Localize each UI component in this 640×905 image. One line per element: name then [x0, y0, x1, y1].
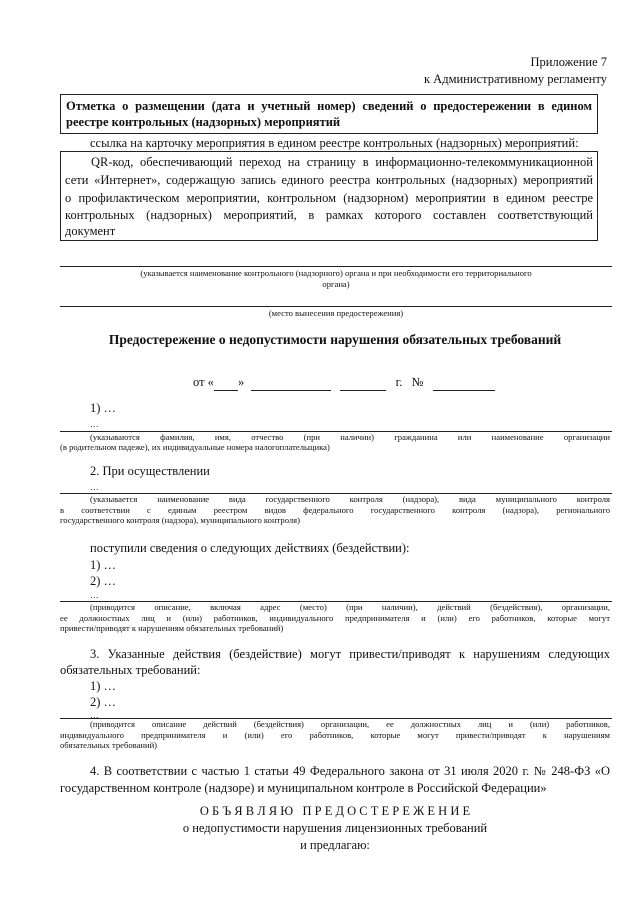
section3-caption-line2: индивидуального предпринимателя и (или) его работников, которые могут привести/приводят к нарушениям	[60, 730, 610, 740]
info-heading: поступили сведения о следующих действиях (бездействии):	[90, 541, 410, 555]
registry-mark-box	[60, 94, 598, 134]
month-field[interactable]	[251, 376, 331, 391]
document-title: Предостережение о недопустимости нарушения обязательных требований	[108, 332, 562, 347]
registry-mark-title-line2: реестре контрольных (надзорных) мероприятий	[66, 115, 341, 129]
declaration-subject: о недопустимости нарушения лицензионных требований	[182, 821, 488, 835]
number-label: №	[411, 375, 424, 389]
place-caption: (место вынесения предостережения)	[268, 308, 404, 318]
info-item2: 2) …	[90, 574, 117, 588]
info-ellipsis: …	[90, 590, 99, 600]
organ-caption-line1: (указывается наименование контрольного (надзорного) органа и при необходимости его территориального	[140, 268, 532, 278]
declaration-heading: О Б Ъ Я В Л Я Ю П Р Е Д О С Т Е Р Е Ж Е Н И Е	[199, 804, 471, 818]
section1-ellipsis: …	[90, 419, 99, 429]
qr-text-line1: QR-код, обеспечивающий переход на страницу в информационно-телекоммуникационной	[91, 155, 593, 169]
section3-item1: 1) …	[90, 679, 117, 693]
year-label: г.	[395, 375, 403, 389]
section3-item2: 2) …	[90, 695, 117, 709]
qr-text-line3: о профилактическом мероприятии, контрольном (надзорном) мероприятии в едином реестре	[65, 191, 593, 205]
info-item1: 1) …	[90, 558, 117, 572]
section2-ellipsis: …	[90, 482, 99, 492]
registry-mark-title-line1: Отметка о размещении (дата и учетный номер) сведений о предостережении в едином	[66, 99, 592, 113]
section1-caption-line1: (указываются фамилия, имя, отчество (при наличии) гражданина или наименование организации	[90, 432, 610, 442]
section3-caption-line3: обязательных требований)	[60, 740, 158, 750]
info-caption-line1: (приводится описание, включая адрес (место) (при наличии), действий (бездействия), организации,	[90, 602, 610, 612]
section2-caption-line3: государственного контроля (надзора), муниципального контроля)	[60, 515, 300, 525]
section3-caption-line1: (приводится описание действий (бездействия) организации, ее должностных лиц и (или) работников,	[90, 719, 610, 729]
section1-caption-line2: (в родительном падеже), их индивидуальные номера налогоплательщика)	[60, 442, 330, 452]
date-number-line	[193, 374, 495, 391]
appendix-reference: к Административному регламенту	[423, 72, 607, 86]
section2-caption-line1: (указывается наименование вида государственного контроля (надзора), вида муниципального контроля	[90, 494, 610, 504]
day-field[interactable]	[214, 376, 238, 391]
registry-link-line: ссылка на карточку мероприятия в едином реестре контрольных (надзорных) мероприятий:	[90, 136, 579, 150]
declaration-block	[40, 803, 630, 854]
section3-heading-line1: 3. Указанные действия (бездействие) могут привести/приводят к нарушениям следующих	[90, 647, 610, 661]
section1-item1: 1) …	[90, 401, 117, 415]
year-field[interactable]	[340, 376, 386, 391]
section4-line1: 4. В соответствии с частью 1 статьи 49 Федерального закона от 31 июля 2020 г. № 248-ФЗ «О	[90, 764, 610, 778]
info-caption-line2: ее должностных лиц и (или) работников, индивидуального предпринимателя и (или) его работников, которые могут	[60, 613, 610, 623]
qr-text-line4: контрольных (надзорных) мероприятий, в рамках которого составлен соответствующий	[65, 208, 593, 222]
section3-ellipsis: …	[90, 710, 99, 720]
organ-underline	[60, 266, 612, 267]
appendix-number: Приложение 7	[530, 55, 607, 69]
place-underline	[60, 306, 612, 307]
section2-caption-line2: в соответствии с единым реестром видов федерального государственного контроля (надзора), регионального	[60, 505, 610, 515]
date-from-label: от «	[193, 375, 214, 389]
section3-heading-line2: обязательных требований:	[60, 663, 201, 677]
organ-caption	[60, 268, 612, 289]
date-quote-close: »	[237, 375, 245, 389]
qr-text-line2: сети «Интернет», содержащую запись единого реестра контрольных (надзорных) мероприятий	[65, 173, 593, 187]
qr-code-box	[60, 151, 598, 241]
number-field[interactable]	[433, 376, 495, 391]
appendix-header	[424, 54, 607, 88]
declaration-proposal: и предлагаю:	[300, 838, 370, 852]
qr-text-line5: документ	[65, 224, 116, 238]
section4-line2: государственном контроле (надзоре) и муниципальном контроле в Российской Федерации»	[60, 781, 547, 795]
section2-heading: 2. При осуществлении	[90, 464, 210, 478]
organ-caption-line2: органа)	[322, 278, 350, 289]
info-caption-line3: привести/приводят к нарушениям обязательных требований)	[60, 623, 284, 633]
